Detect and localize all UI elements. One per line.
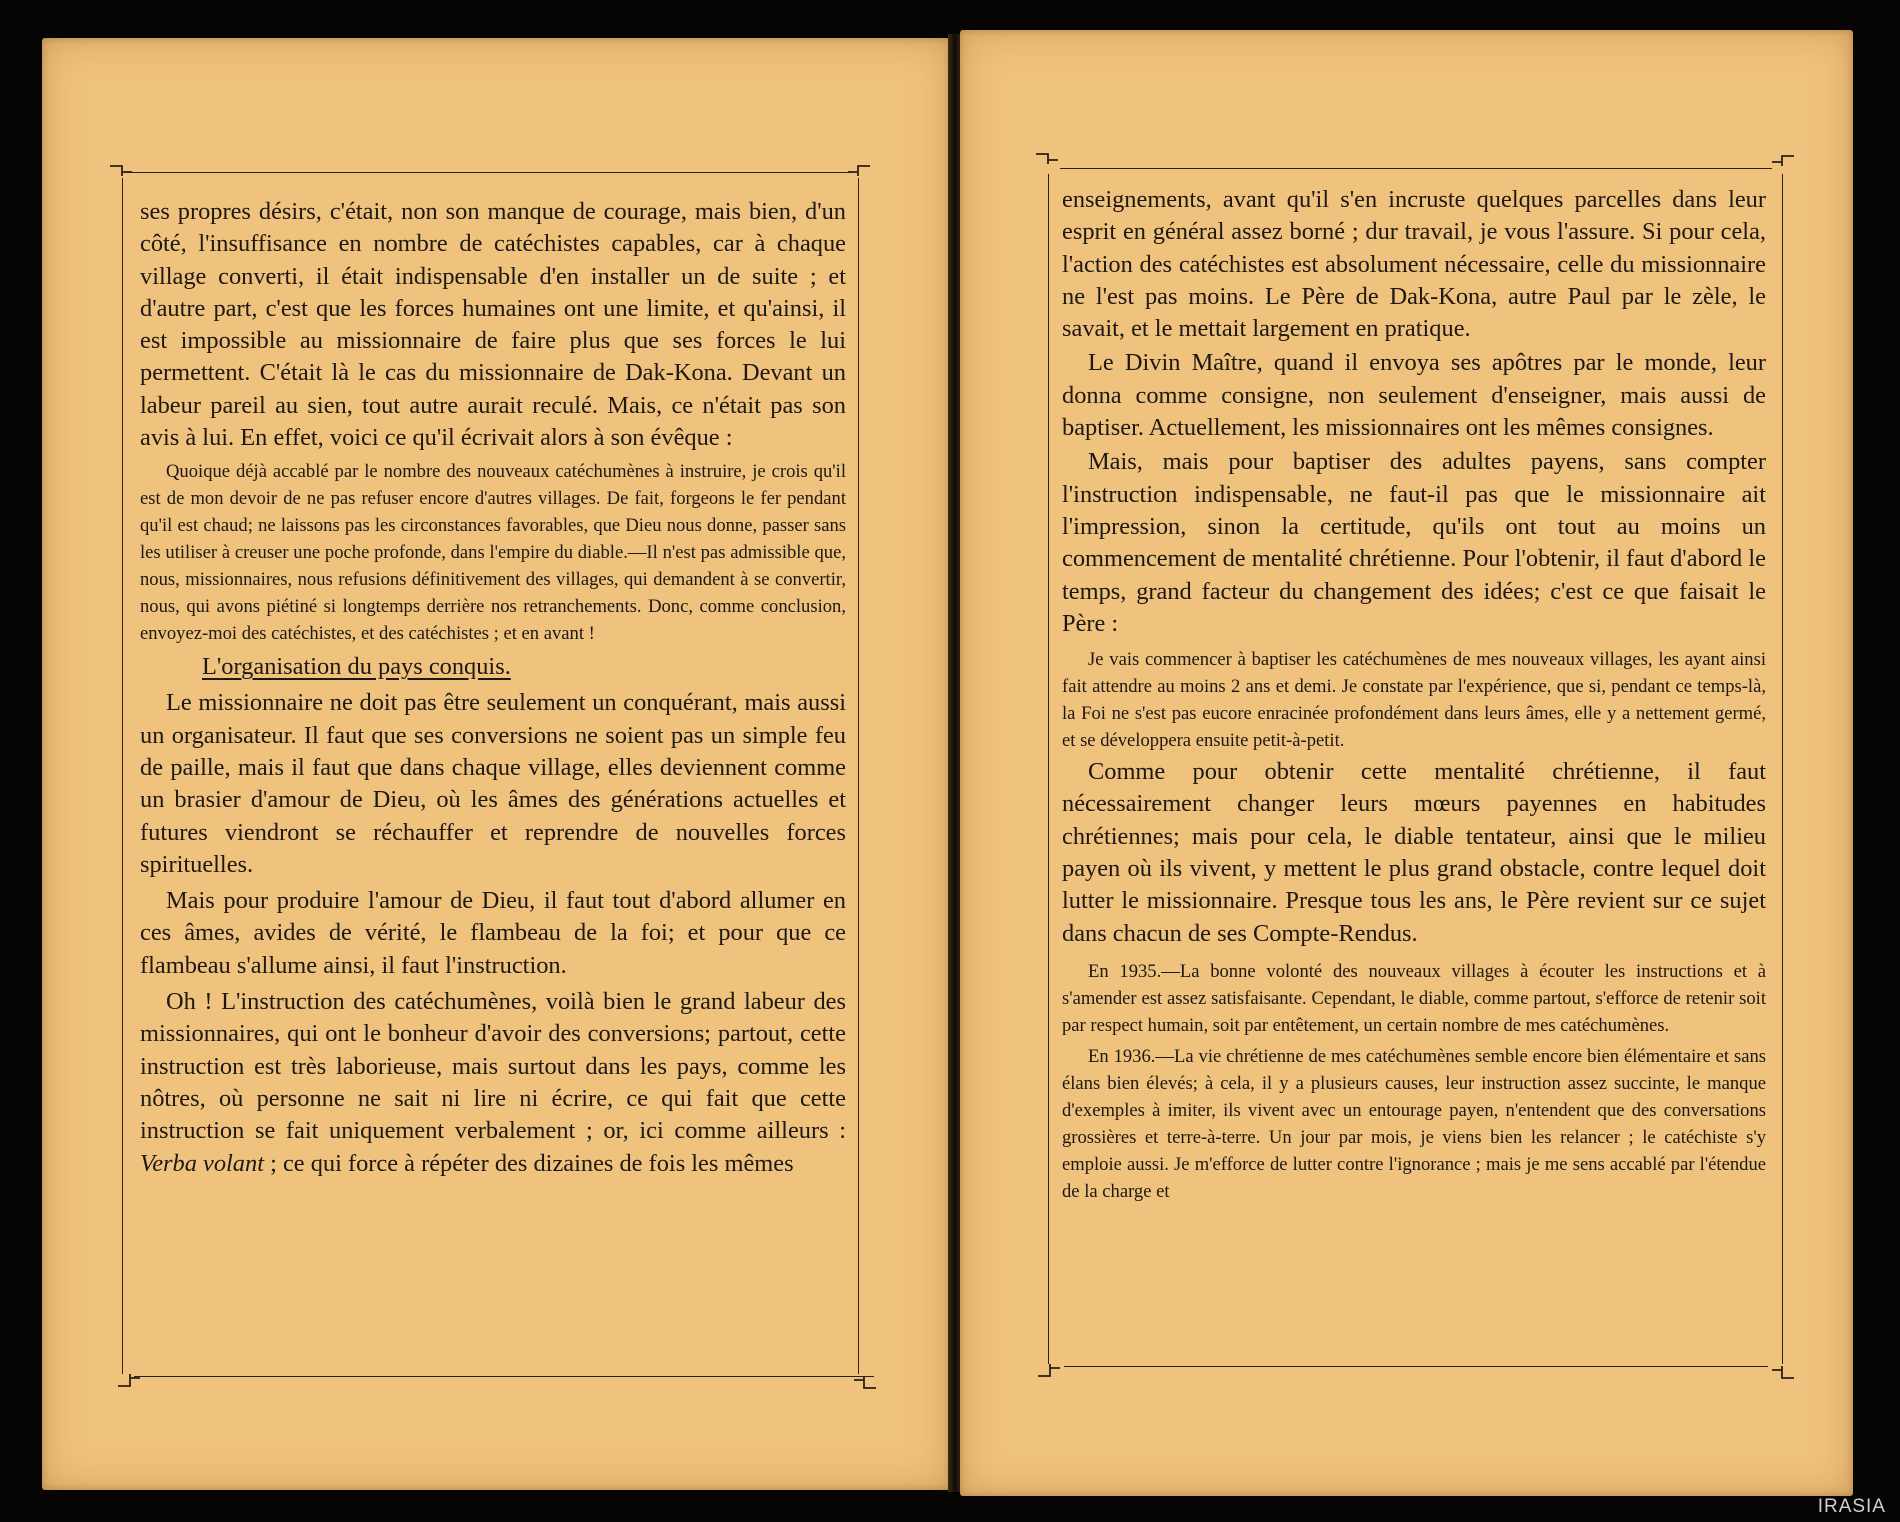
paragraph: Comme pour obtenir cette mentalité chrétienne, il faut nécessairement changer leurs mœurs payennes en habitudes chrétiennes; mais pour cela, le diable tentateur, ainsi que le milieu payen où ils vivent, y mettent le plus grand obstacle, contre lequel doit lutter le missionnaire. Presque tous les ans, le Père revient sur ce sujet dans chacun de ses Compte-Rendus. (1062, 758, 1766, 947)
paragraph: Le missionnaire ne doit pas être seulement un conquérant, mais aussi un organisateur. Il faut que ses conversions ne soient pas un simple feu de paille, mais il faut que dans chaque village, elles deviennent comme un brasier d'amour de Dieu, où les âmes des générations actuelles et futures viendront se réchauffer et reprendre de nouvelles forces spirituelles. (140, 689, 846, 878)
left-page-text (140, 196, 846, 1180)
watermark: IRASIA (1817, 1496, 1886, 1517)
paragraph-text: Oh ! L'instruction des catéchumènes, voilà bien le grand labeur des missionnaires, qui ont le bonheur d'avoir des conversions; partout, cette instruction est très laborieuse, mais surtout dans les pays, comme les nôtres, où personne ne sait ni lire ni écrire, ce qui fait que cette instruction se fait uniquement verbalement ; or, ici comme ailleurs : (140, 988, 846, 1145)
right-page-text (1062, 184, 1766, 1205)
paragraph: ses propres désirs, c'était, non son manque de courage, mais bien, d'un côté, l'insuffisance en nombre de catéchistes capables, car à chaque village converti, il était indispensable d'en installer un de suite ; et d'autre part, c'est que les forces humaines ont une limite, et qu'ainsi, il est impossible au missionnaire de faire plus que ses forces le lui permettent. C'était là le cas du missionnaire de Dak-Kona. Devant un labeur pareil au sien, tout autre aurait reculé. Mais, ce n'était pas son avis à lui. En effet, voici ce qu'il écrivait alors à son évêque : (140, 198, 846, 452)
quoted-report-1935: En 1935.—La bonne volonté des nouveaux villages à écouter les instructions et à s'amender est assez satisfaisante. Cependant, le diable, comme partout, s'efforce de retenir soit par respect humain, soit par entêtement, un certain nombre de mes catéchumènes. (1062, 960, 1766, 1036)
paragraph-text: ; ce qui force à répéter des dizaines de fois les mêmes (263, 1149, 794, 1177)
quoted-letter: Je vais commencer à baptiser les catéchumènes de mes nouveaux villages, les ayant ainsi fait attendre au moins 2 ans et demi. Je constate par l'expérience, que si, pendant ce temps-là, la Foi ne s'est pas eucore enracinée profondément dans leurs âmes, elle y a nettement germé, et se développera ensuite petit-à-petit. (1062, 649, 1766, 752)
quoted-report-1936: En 1936.—La vie chrétienne de mes catéchumènes semble encore bien élémentaire et sans élans bien élevés; à cela, il y a plusieurs causes, leur instruction assez succinte, le manque d'exemples à imiter, ils vivent avec un entourage payen, n'entendent que des conversations grossières et terre-à-terre. Un jour par mois, je viens bien les relancer ; le catéchiste s'y emploie aussi. Je m'efforce de lutter contre l'ignorance ; mais je me sens accablé par l'étendue de la charge et (1062, 1045, 1766, 1202)
paragraph: Le Divin Maître, quand il envoya ses apôtres par le monde, leur donna comme consigne, non seulement d'enseigner, mais aussi de baptiser. Actuellement, les missionnaires ont les mêmes consignes. (1062, 349, 1766, 442)
paragraph: Mais, mais pour baptiser des adultes payens, sans compter l'instruction indispensable, ne faut-il pas que le missionnaire ait l'impression, sinon la certitude, qu'ils ont tout au moins un commencement de mentalité chrétienne. Pour l'obtenir, il faut d'abord le temps, grand facteur du changement des idées; c'est ce que faisait le Père : (1062, 448, 1766, 637)
paragraph: enseignements, avant qu'il s'en incruste quelques parcelles dans leur esprit en général assez borné ; dur travail, je vous l'assure. Si pour cela, l'action des catéchistes est absolument nécessaire, celle du missionnaire ne l'est pas moins. Le Père de Dak-Kona, autre Paul par le zèle, le savait, et le mettait largement en pratique. (1062, 186, 1766, 343)
paragraph (140, 986, 846, 1180)
latin-phrase: Verba volant (140, 1149, 264, 1177)
quoted-letter: Quoique déjà accablé par le nombre des nouveaux catéchumènes à instruire, je crois qu'il est de mon devoir de ne pas refuser encore d'autres villages. De fait, forgeons le fer pendant qu'il est chaud; ne laissons pas les circonstances favorables, que Dieu nous donne, passer sans les utiliser à creuser une poche profonde, dans l'empire du diable.—Il n'est pas admissible que, nous, missionnaires, nous refusions définitivement des villages, qui demandent à se convertir, nous, qui avons piétiné si longtemps derrière nos retranchements. Donc, comme conclusion, envoyez-moi des catéchistes, et des catéchistes ; et en avant ! (140, 461, 846, 645)
paragraph: Mais pour produire l'amour de Dieu, il faut tout d'abord allumer en ces âmes, avides de vérité, le flambeau de la foi; et pour que ce flambeau s'allume ainsi, il faut l'instruction. (140, 887, 846, 979)
section-heading: L'organisation du pays conquis. (202, 653, 511, 681)
